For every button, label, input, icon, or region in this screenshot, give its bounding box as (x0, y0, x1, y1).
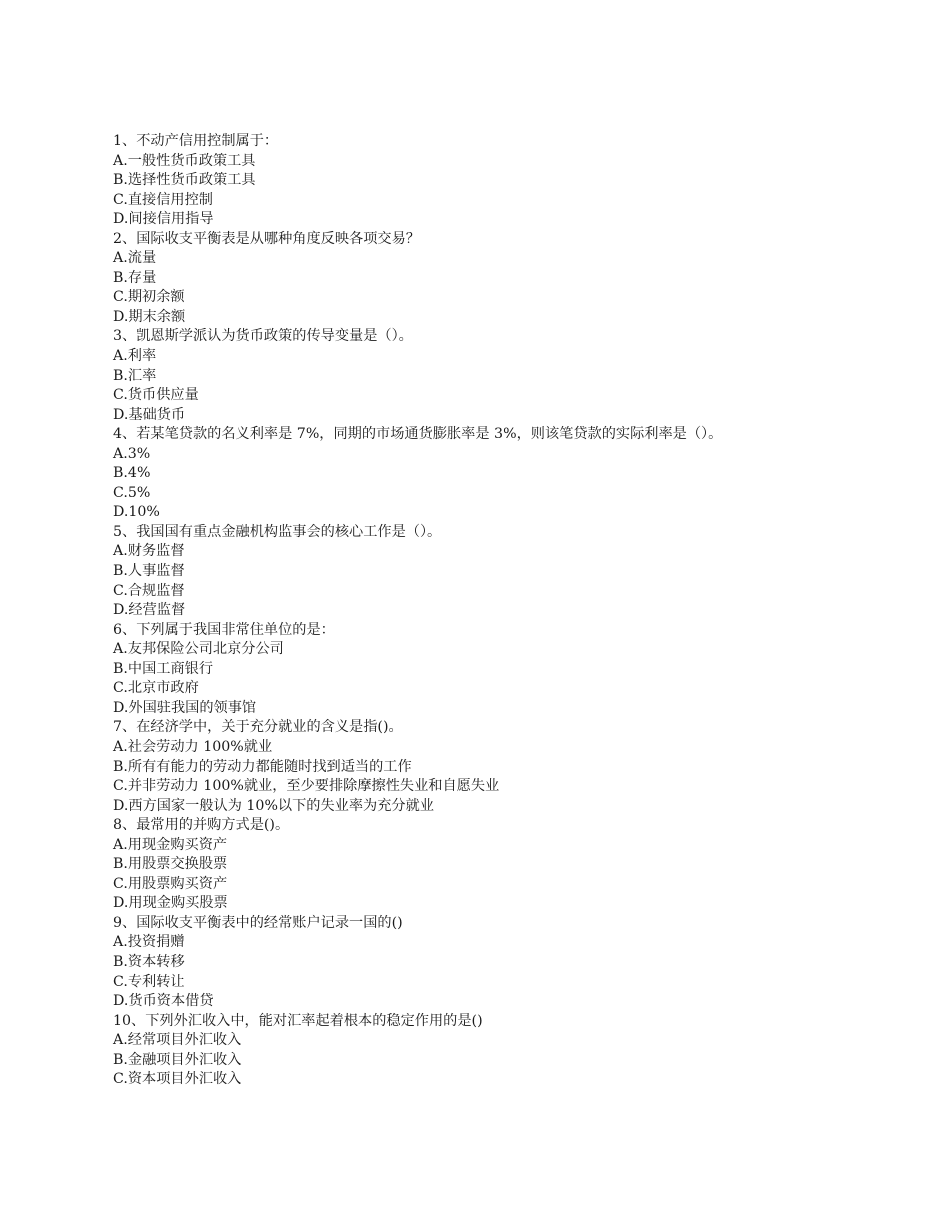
question-9 (113, 914, 783, 1012)
answer-option: D.10% (113, 504, 160, 521)
answer-option: C.北京市政府 (113, 680, 199, 697)
question-7 (113, 718, 783, 816)
answer-option: B.用股票交换股票 (113, 856, 228, 873)
answer-option: A.流量 (113, 250, 157, 267)
answer-option: A.社会劳动力 100%就业 (113, 738, 273, 755)
answer-option: C.5% (113, 484, 151, 501)
answer-option: B.金融项目外汇收入 (113, 1051, 242, 1068)
question-8 (113, 816, 783, 914)
question-6 (113, 621, 783, 719)
answer-option: C.直接信用控制 (113, 191, 213, 208)
answer-option: C.货币供应量 (113, 387, 199, 404)
question-stem: 4、若某笔贷款的名义利率是 7%，同期的市场通货膨胀率是 3%，则该笔贷款的实际利率是（）。 (113, 426, 723, 443)
answer-option: A.经常项目外汇收入 (113, 1032, 242, 1049)
answer-option: D.间接信用指导 (113, 211, 214, 228)
answer-option: D.期末余额 (113, 308, 186, 325)
answer-option: C.资本项目外汇收入 (113, 1071, 242, 1088)
question-2 (113, 230, 783, 328)
answer-option: D.经营监督 (113, 602, 186, 619)
answer-option: C.期初余额 (113, 289, 185, 306)
answer-option: B.4% (113, 465, 151, 482)
answer-option: A.财务监督 (113, 543, 185, 560)
answer-option: D.外国驻我国的领事馆 (113, 699, 257, 716)
answer-option: A.投资捐赠 (113, 934, 185, 951)
answer-option: C.并非劳动力 100%就业，至少要排除摩擦性失业和自愿失业 (113, 778, 500, 795)
answer-option: C.专利转让 (113, 973, 185, 990)
answer-option: A.用现金购买资产 (113, 836, 228, 853)
question-3 (113, 327, 783, 425)
question-stem: 2、国际收支平衡表是从哪种角度反映各项交易？ (113, 230, 420, 247)
answer-option: A.利率 (113, 348, 157, 365)
answer-option: D.基础货币 (113, 406, 186, 423)
answer-option: D.货币资本借贷 (113, 993, 214, 1010)
question-stem: 10、下列外汇收入中，能对汇率起着根本的稳定作用的是() (113, 1012, 483, 1029)
question-stem: 8、最常用的并购方式是()。 (113, 817, 290, 834)
question-stem: 9、国际收支平衡表中的经常账户记录一国的() (113, 914, 403, 931)
answer-option: B.选择性货币政策工具 (113, 172, 256, 189)
answer-option: B.人事监督 (113, 563, 185, 580)
answer-option: B.所有有能力的劳动力都能随时找到适当的工作 (113, 758, 412, 775)
question-stem: 5、我国国有重点金融机构监事会的核心工作是（）。 (113, 523, 442, 540)
answer-option: B.中国工商银行 (113, 660, 214, 677)
question-1 (113, 132, 783, 230)
answer-option: C.用股票购买资产 (113, 875, 228, 892)
document-page (113, 132, 783, 1090)
question-stem: 7、在经济学中，关于充分就业的含义是指()。 (113, 719, 403, 736)
question-10 (113, 1012, 783, 1090)
answer-option: B.存量 (113, 269, 157, 286)
question-stem: 1、不动产信用控制属于： (113, 133, 279, 149)
question-5 (113, 523, 783, 621)
question-4 (113, 425, 783, 523)
question-stem: 3、凯恩斯学派认为货币政策的传导变量是（）。 (113, 328, 413, 345)
answer-option: B.资本转移 (113, 953, 185, 970)
answer-option: B.汇率 (113, 367, 157, 384)
answer-option: C.合规监督 (113, 582, 185, 599)
answer-option: D.西方国家一般认为 10%以下的失业率为充分就业 (113, 797, 434, 814)
question-stem: 6、下列属于我国非常住单位的是： (113, 621, 335, 638)
answer-option: A.3% (113, 445, 151, 462)
answer-option: A.友邦保险公司北京分公司 (113, 641, 284, 658)
answer-option: A.一般性货币政策工具 (113, 152, 256, 169)
answer-option: D.用现金购买股票 (113, 895, 228, 912)
